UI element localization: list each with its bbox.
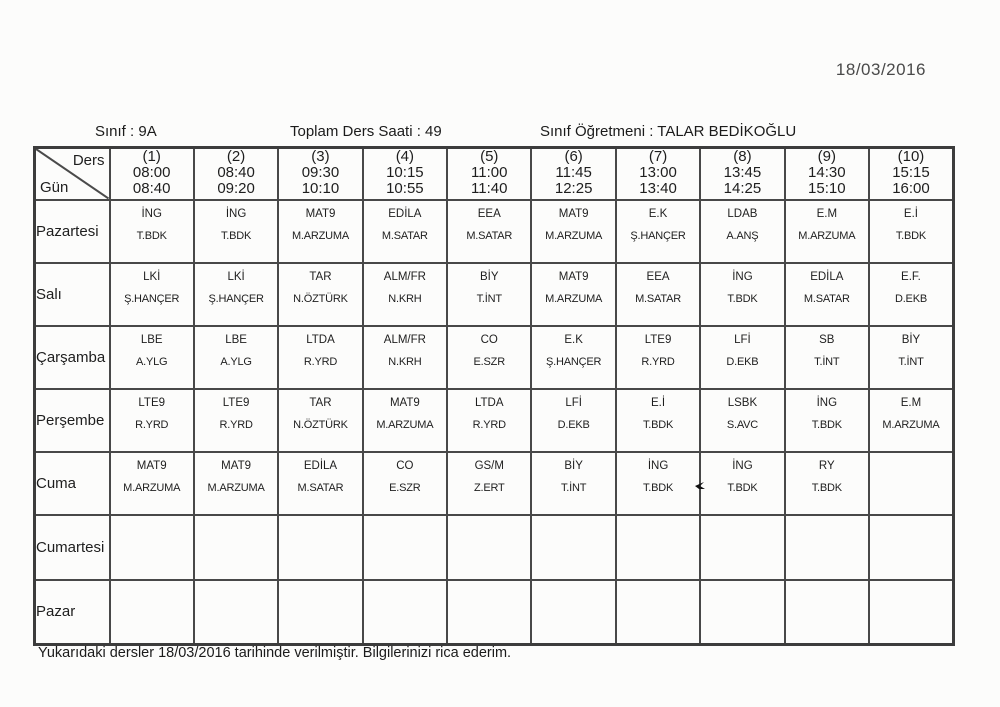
lesson-teacher: Ş.HANÇER xyxy=(208,292,264,305)
lesson-subject: GS/M xyxy=(474,459,504,472)
period-header-1 xyxy=(110,148,194,200)
lesson-subject: LKİ xyxy=(143,270,161,283)
period-start: 08:00 xyxy=(132,164,171,181)
lesson-teacher: M.ARZUMA xyxy=(545,292,603,305)
period-num: (6) xyxy=(564,148,583,165)
period-start: 14:30 xyxy=(808,164,846,181)
day-row-1 xyxy=(35,263,954,326)
period-end: 08:40 xyxy=(132,180,171,197)
lesson-teacher: T.BDK xyxy=(642,418,674,431)
lesson-teacher: M.SATAR xyxy=(635,292,681,305)
lesson-subject: ALM/FR xyxy=(383,333,426,346)
corner-label-gun: Gün xyxy=(40,178,69,196)
lesson-cell xyxy=(869,200,953,263)
class-teacher-label: Sınıf Öğretmeni : TALAR BEDİKOĞLU xyxy=(540,123,797,140)
lesson-subject: LTE9 xyxy=(222,396,250,409)
period-end: 11:40 xyxy=(471,180,508,197)
lesson-subject: İNG xyxy=(141,207,162,220)
footer-note: Yukarıdaki dersler 18/03/2016 tarihinde verilmiştir. Bilgilerinizi rica ederim. xyxy=(38,645,512,661)
lesson-cell xyxy=(531,389,615,452)
day-label: Çarşamba xyxy=(35,326,110,389)
lesson-cell xyxy=(194,580,278,645)
lesson-cell xyxy=(363,326,447,389)
lesson-cell xyxy=(785,452,869,515)
lesson-subject: LBE xyxy=(140,333,163,346)
period-num: (1) xyxy=(142,148,161,165)
lesson-cell xyxy=(363,389,447,452)
lesson-teacher: R.YRD xyxy=(641,355,675,368)
lesson-cell xyxy=(531,263,615,326)
lesson-subject: EDİLA xyxy=(303,459,338,472)
lesson-cell xyxy=(869,580,953,645)
lesson-teacher: E.SZR xyxy=(473,355,505,368)
lesson-cell xyxy=(785,515,869,580)
day-row-3 xyxy=(35,389,954,452)
lesson-cell xyxy=(700,263,784,326)
lesson-cell xyxy=(110,263,194,326)
lesson-cell xyxy=(363,515,447,580)
lesson-cell xyxy=(110,200,194,263)
lesson-teacher: M.SATAR xyxy=(297,481,344,494)
lesson-subject: E.M xyxy=(900,396,922,409)
lesson-cell xyxy=(616,263,700,326)
lesson-cell xyxy=(531,326,615,389)
lesson-subject: MAT9 xyxy=(558,207,589,220)
lesson-cell xyxy=(110,389,194,452)
lesson-teacher: N.KRH xyxy=(388,292,422,305)
lesson-subject: MAT9 xyxy=(221,459,251,472)
lesson-teacher: A.YLG xyxy=(135,355,168,368)
lesson-teacher: T.İNT xyxy=(476,292,502,305)
class-label: Sınıf : 9A xyxy=(95,123,157,140)
lesson-cell xyxy=(700,452,784,515)
lesson-subject: LFİ xyxy=(565,396,582,409)
period-num: (8) xyxy=(733,148,752,165)
lesson-cell xyxy=(447,263,531,326)
lesson-cell xyxy=(110,580,194,645)
period-end: 09:20 xyxy=(217,180,255,197)
timetable xyxy=(33,146,955,646)
period-num: (10) xyxy=(897,148,925,165)
lesson-cell xyxy=(616,452,700,515)
lesson-teacher: D.EKB xyxy=(894,292,927,305)
lesson-cell xyxy=(278,389,362,452)
lesson-subject: EDİLA xyxy=(810,270,844,283)
lesson-teacher: T.İNT xyxy=(898,355,924,368)
period-num: (4) xyxy=(395,148,415,165)
lesson-subject: İNG xyxy=(732,270,753,283)
period-end: 13:40 xyxy=(639,180,677,197)
lesson-teacher: Ş.HANÇER xyxy=(630,229,686,242)
period-num: (9) xyxy=(817,148,836,165)
lesson-cell xyxy=(869,326,953,389)
period-start: 10:15 xyxy=(386,164,424,181)
lesson-cell xyxy=(278,580,362,645)
lesson-subject: LTE9 xyxy=(138,396,166,409)
lesson-subject: E.K xyxy=(564,333,583,346)
lesson-teacher: T.İNT xyxy=(814,355,840,368)
lesson-cell xyxy=(616,515,700,580)
period-end: 12:25 xyxy=(554,180,593,197)
lesson-subject: BİY xyxy=(564,459,583,472)
cursor-artifact xyxy=(694,481,707,493)
lesson-cell xyxy=(531,515,615,580)
lesson-cell xyxy=(869,452,953,515)
period-start: 11:45 xyxy=(555,164,592,181)
lesson-teacher: M.ARZUMA xyxy=(207,481,265,494)
lesson-teacher: M.SATAR xyxy=(803,292,850,305)
lesson-cell xyxy=(616,580,700,645)
lesson-cell xyxy=(363,263,447,326)
lesson-subject: CO xyxy=(396,459,414,472)
day-row-5 xyxy=(35,515,954,580)
lesson-subject: E.İ xyxy=(903,207,918,220)
period-header-8 xyxy=(700,148,784,200)
lesson-subject: E.F. xyxy=(901,270,921,283)
timetable-body xyxy=(35,200,954,645)
lesson-teacher: N.KRH xyxy=(388,355,422,368)
period-header-3 xyxy=(278,148,362,200)
lesson-subject: E.İ xyxy=(651,396,666,409)
lesson-cell xyxy=(194,515,278,580)
lesson-teacher: T.BDK xyxy=(727,292,758,305)
lesson-cell xyxy=(363,200,447,263)
lesson-subject: TAR xyxy=(309,396,332,409)
lesson-teacher: T.BDK xyxy=(136,229,167,242)
lesson-teacher: M.ARZUMA xyxy=(291,229,350,242)
lesson-cell xyxy=(278,515,362,580)
lesson-cell xyxy=(785,326,869,389)
lesson-teacher: E.SZR xyxy=(389,481,421,494)
period-header-10 xyxy=(869,148,953,200)
period-header-6 xyxy=(531,148,615,200)
period-start: 13:00 xyxy=(639,164,677,181)
lesson-cell xyxy=(785,200,869,263)
lesson-cell xyxy=(194,263,278,326)
period-start: 09:30 xyxy=(301,164,340,181)
corner-cell xyxy=(35,148,110,200)
lesson-cell xyxy=(616,389,700,452)
period-num: (5) xyxy=(480,148,499,165)
lesson-subject: BİY xyxy=(901,333,921,346)
lesson-subject: EDİLA xyxy=(388,207,422,220)
lesson-teacher: T.BDK xyxy=(220,229,252,242)
lesson-subject: E.K xyxy=(648,207,668,220)
lesson-subject: İNG xyxy=(816,396,838,409)
lesson-subject: RY xyxy=(818,459,835,472)
lesson-teacher: M.ARZUMA xyxy=(123,481,181,494)
lesson-subject: ALM/FR xyxy=(383,270,426,283)
lesson-cell xyxy=(110,452,194,515)
lesson-teacher: D.EKB xyxy=(726,355,759,368)
total-hours-label: Toplam Ders Saati : 49 xyxy=(290,123,442,140)
day-row-6 xyxy=(35,580,954,645)
lesson-subject: LSBK xyxy=(727,396,758,409)
lesson-teacher: R.YRD xyxy=(472,418,506,431)
lesson-cell xyxy=(447,580,531,645)
lesson-cell xyxy=(278,452,362,515)
lesson-cell xyxy=(869,389,953,452)
period-start: 15:15 xyxy=(892,164,930,181)
period-end: 10:10 xyxy=(301,180,340,197)
period-end: 16:00 xyxy=(892,180,930,197)
lesson-teacher: T.BDK xyxy=(642,481,674,494)
lesson-cell xyxy=(447,326,531,389)
lesson-cell xyxy=(785,389,869,452)
lesson-cell xyxy=(700,200,784,263)
day-label: Salı xyxy=(35,263,110,326)
lesson-teacher: T.İNT xyxy=(561,481,587,494)
lesson-cell xyxy=(194,326,278,389)
lesson-cell xyxy=(278,263,362,326)
period-header-7 xyxy=(616,148,700,200)
lesson-cell xyxy=(869,515,953,580)
period-end: 14:25 xyxy=(723,180,762,197)
lesson-cell xyxy=(278,200,362,263)
period-header-9 xyxy=(785,148,869,200)
lesson-teacher: M.ARZUMA xyxy=(545,229,603,242)
document-date: 18/03/2016 xyxy=(835,60,926,79)
day-label: Pazar xyxy=(35,580,110,645)
period-header-2 xyxy=(194,148,278,200)
period-end: 15:10 xyxy=(808,180,846,197)
lesson-cell xyxy=(785,263,869,326)
period-header-4 xyxy=(363,148,447,200)
lesson-cell xyxy=(447,452,531,515)
lesson-teacher: M.ARZUMA xyxy=(882,418,940,431)
corner-label-ders: Ders xyxy=(72,152,105,169)
lesson-teacher: N.ÖZTÜRK xyxy=(293,418,348,431)
lesson-cell xyxy=(447,389,531,452)
lesson-cell xyxy=(869,263,953,326)
lesson-teacher: T.BDK xyxy=(895,229,927,242)
lesson-subject: İNG xyxy=(225,207,247,220)
lesson-cell xyxy=(278,326,362,389)
lesson-teacher: T.BDK xyxy=(811,481,842,494)
lesson-teacher: R.YRD xyxy=(135,418,169,431)
lesson-cell xyxy=(700,580,784,645)
info-line xyxy=(0,123,1000,143)
day-row-2 xyxy=(35,326,954,389)
lesson-teacher: M.ARZUMA xyxy=(376,418,434,431)
lesson-cell xyxy=(700,326,784,389)
lesson-cell xyxy=(700,389,784,452)
lesson-cell xyxy=(110,515,194,580)
lesson-subject: MAT9 xyxy=(305,207,336,220)
lesson-subject: BİY xyxy=(479,270,499,283)
lesson-cell xyxy=(616,200,700,263)
lesson-subject: MAT9 xyxy=(558,270,589,283)
lesson-teacher: M.SATAR xyxy=(381,229,428,242)
lesson-teacher: T.BDK xyxy=(811,418,842,431)
lesson-subject: LTDA xyxy=(306,333,335,346)
lesson-cell xyxy=(194,200,278,263)
lesson-subject: LKİ xyxy=(227,270,245,283)
period-header-5 xyxy=(447,148,531,200)
period-start: 13:45 xyxy=(723,164,762,181)
lesson-teacher: M.SATAR xyxy=(466,229,513,242)
lesson-subject: LTE9 xyxy=(644,333,672,346)
lesson-subject: LTDA xyxy=(474,396,504,409)
period-start: 11:00 xyxy=(471,164,508,181)
day-label: Cumartesi xyxy=(35,515,110,580)
lesson-cell xyxy=(447,515,531,580)
lesson-subject: SB xyxy=(819,333,835,346)
lesson-teacher: Ş.HANÇER xyxy=(124,292,180,305)
lesson-teacher: D.EKB xyxy=(557,418,590,431)
lesson-teacher: A.YLG xyxy=(220,355,252,368)
lesson-teacher: M.ARZUMA xyxy=(798,229,856,242)
lesson-cell xyxy=(363,580,447,645)
day-label: Cuma xyxy=(35,452,110,515)
lesson-cell xyxy=(785,580,869,645)
lesson-cell xyxy=(616,326,700,389)
lesson-cell xyxy=(531,200,615,263)
lesson-cell xyxy=(110,326,194,389)
period-num: (2) xyxy=(226,148,246,165)
day-row-0 xyxy=(35,200,954,263)
lesson-teacher: S.AVC xyxy=(726,418,759,431)
lesson-subject: MAT9 xyxy=(136,459,167,472)
lesson-subject: MAT9 xyxy=(389,396,420,409)
day-label: Perşembe xyxy=(35,389,110,452)
day-label: Pazartesi xyxy=(35,200,110,263)
period-num: (3) xyxy=(311,148,330,165)
lesson-teacher: Ş.HANÇER xyxy=(546,355,602,368)
day-row-4 xyxy=(35,452,954,515)
lesson-cell xyxy=(194,389,278,452)
period-start: 08:40 xyxy=(217,164,255,181)
lesson-subject: EEA xyxy=(646,270,670,283)
lesson-cell xyxy=(531,580,615,645)
lesson-subject: LBE xyxy=(225,333,247,346)
lesson-cell xyxy=(447,200,531,263)
lesson-cell xyxy=(194,452,278,515)
lesson-subject: LFİ xyxy=(734,333,751,346)
period-num: (7) xyxy=(648,148,668,165)
lesson-subject: CO xyxy=(480,333,498,346)
lesson-teacher: T.BDK xyxy=(727,481,758,494)
header-row xyxy=(35,148,954,200)
lesson-subject: LDAB xyxy=(727,207,758,220)
lesson-subject: İNG xyxy=(732,459,753,472)
lesson-cell xyxy=(700,515,784,580)
lesson-teacher: R.YRD xyxy=(303,355,338,368)
period-end: 10:55 xyxy=(386,180,424,197)
lesson-teacher: N.ÖZTÜRK xyxy=(293,292,348,305)
lesson-teacher: Z.ERT xyxy=(473,481,505,494)
lesson-subject: EEA xyxy=(477,207,501,220)
lesson-subject: İNG xyxy=(647,459,669,472)
lesson-subject: TAR xyxy=(309,270,332,283)
lesson-teacher: R.YRD xyxy=(219,418,253,431)
lesson-cell xyxy=(363,452,447,515)
lesson-teacher: A.ANŞ xyxy=(726,229,759,242)
lesson-subject: E.M xyxy=(816,207,838,220)
lesson-cell xyxy=(531,452,615,515)
